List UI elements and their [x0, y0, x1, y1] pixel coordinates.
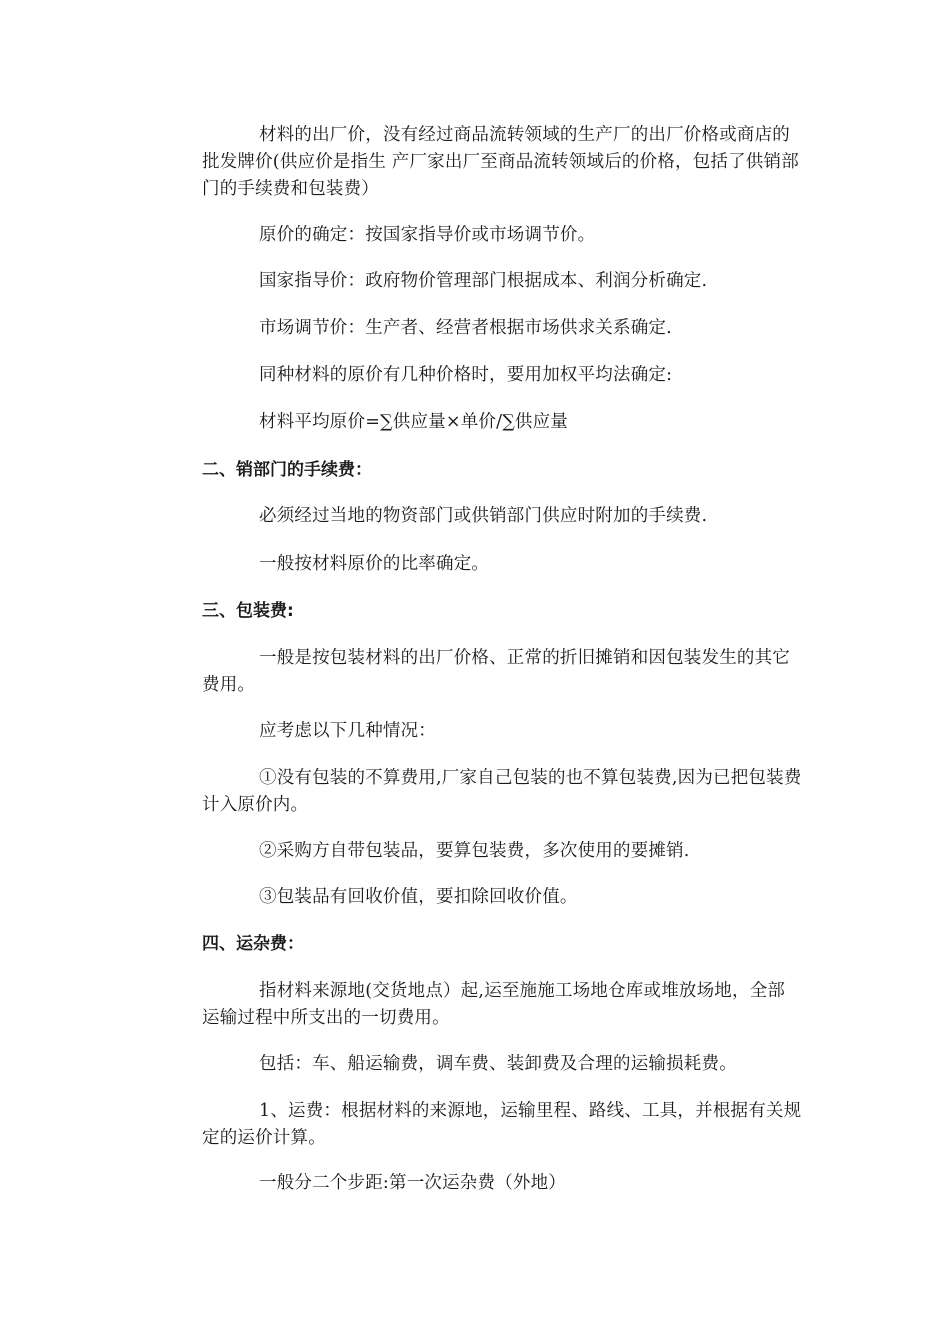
paragraph-market-price: 市场调节价：生产者、经营者根据市场供求关系确定.	[259, 318, 672, 338]
paragraph-price-determination: 原价的确定：按国家指导价或市场调节价。	[259, 225, 596, 245]
paragraph-packaging-cases: 应考虑以下几种情况：	[259, 721, 436, 741]
paragraph-average-formula: 材料平均原价=∑供应量×单价/∑供应量	[259, 412, 569, 432]
heading-packaging-fee: 三、包装费:	[202, 601, 294, 621]
heading-handling-fee: 二、销部门的手续费：	[202, 460, 372, 480]
heading-transport-fee: 四、运杂费：	[202, 934, 304, 954]
paragraph-case-1: ①没有包装的不算费用,厂家自己包装的也不算包装费,因为已把包装费计入原价内。	[202, 768, 802, 815]
paragraph-weighted-average: 同种材料的原价有几种价格时，要用加权平均法确定:	[259, 365, 673, 385]
paragraph-handling-fee-def: 必须经过当地的物资部门或供销部门供应时附加的手续费.	[259, 506, 708, 526]
paragraph-case-2: ②采购方自带包装品，要算包装费，多次使用的要摊销.	[259, 841, 690, 861]
paragraph-freight: 1、运费：根据材料的来源地，运输里程、路线、工具，并根据有关规定的运价计算。	[202, 1101, 802, 1148]
paragraph-case-3: ③包装品有回收价值，要扣除回收价值。	[259, 887, 578, 907]
paragraph-steps: 一般分二个步距:第一次运杂费（外地）	[259, 1173, 566, 1193]
paragraph-transport-def: 指材料来源地(交货地点）起,运至施施工场地仓库或堆放场地，全部运输过程中所支出的一切费用。	[202, 981, 786, 1028]
paragraph-state-guide-price: 国家指导价：政府物价管理部门根据成本、利润分析确定.	[259, 271, 708, 291]
paragraph-transport-includes: 包括：车、船运输费，调车费、装卸费及合理的运输损耗费。	[259, 1054, 737, 1074]
paragraph-packaging-def: 一般是按包装材料的出厂价格、正常的折旧摊销和因包装发生的其它费用。	[202, 648, 790, 695]
paragraph-factory-price: 材料的出厂价，没有经过商品流转领域的生产厂的出厂价格或商店的批发牌价(供应价是指生 产厂家出厂至商品流转领域后的价格，包括了供销部门的手续费和包装费）	[202, 125, 799, 199]
paragraph-handling-fee-rate: 一般按材料原价的比率确定。	[259, 554, 490, 574]
